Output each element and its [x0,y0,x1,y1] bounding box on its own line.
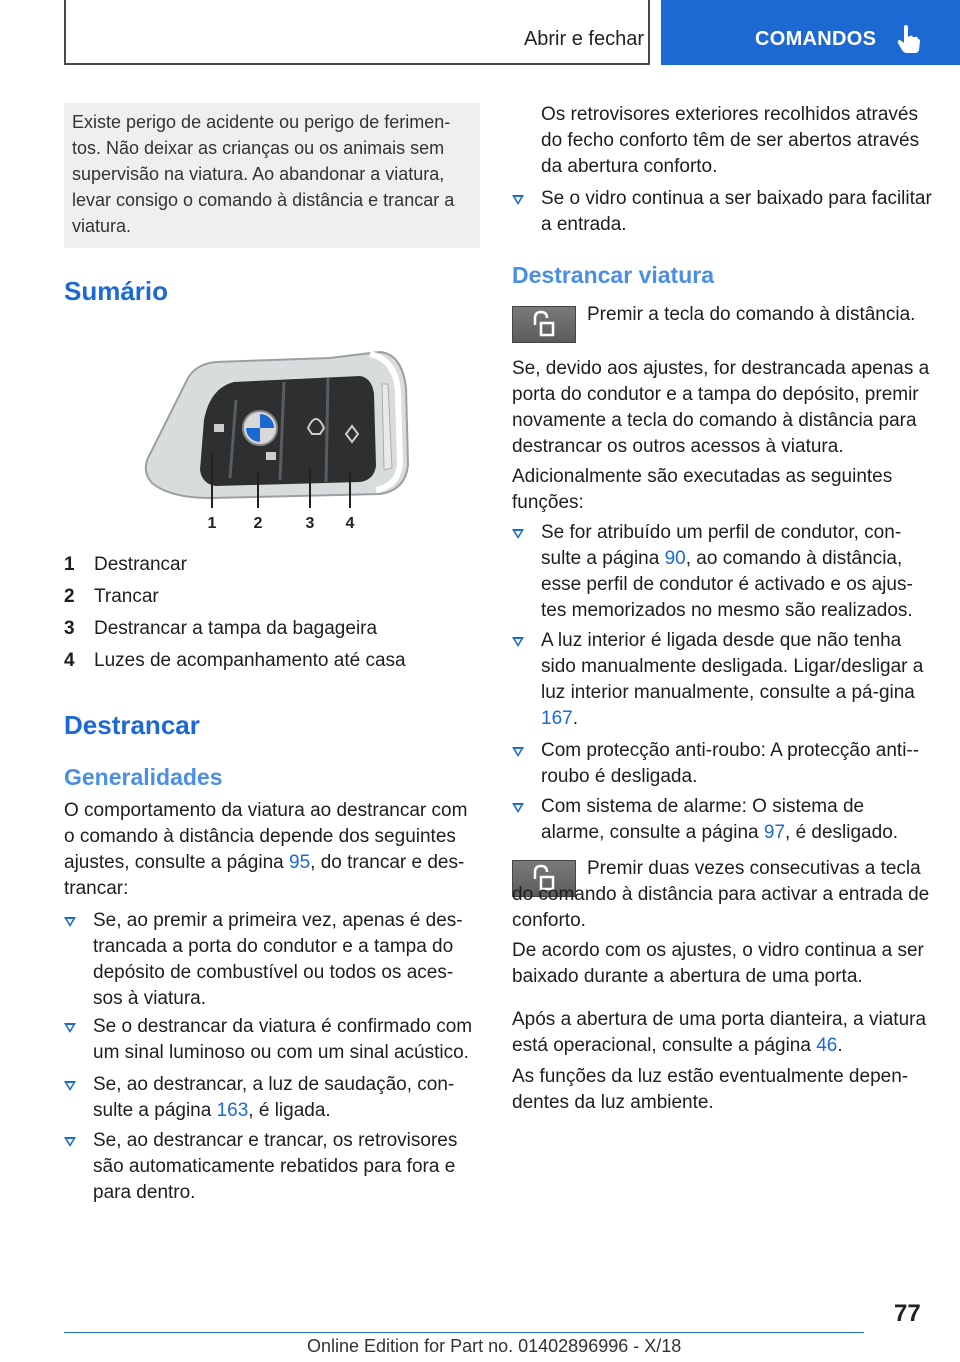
remote-key-illustration [130,348,412,536]
page-link[interactable]: 46 [816,1035,838,1056]
list-item: Com sistema de alarme: O sistema de alarme, consulte a página 97, é desligado. [512,794,932,846]
footer-edition: Online Edition for Part no. 01402896996 - X/18 [307,1336,682,1356]
bullet-triangle-icon [512,195,524,205]
bullet-triangle-icon [512,637,524,647]
paragraph: O comportamento da viatura ao destrancar com o comando à distância depende dos seguintes ajustes, consulte a página 95, do trancar e des-trancar: [64,800,468,899]
list-item: Se o destrancar da viatura é confirmado com um sinal luminoso ou com um sinal acústico. [64,1014,480,1066]
chapter-tab-label: COMANDOS [755,28,877,50]
list-item: Com protecção anti-roubo: A protecção anti--roubo é desligada. [512,738,932,790]
page-link[interactable]: 90 [664,548,686,569]
list-item: Se, ao destrancar, a luz de saudação, con-sulte a página 163, é ligada. [64,1072,480,1124]
paragraph: Premir duas vezes consecutivas a tecla do comando à distância para activar a entrada de conforto. [512,858,930,931]
paragraph: De acordo com os ajustes, o vidro continua a ser baixado durante a abertura de uma porta. [512,940,924,987]
list-item: Se o vidro continua a ser baixado para facilitar a entrada. [512,186,932,238]
hand-pointer-icon [897,24,921,54]
warning-box: Existe perigo de acidente ou perigo de ferimen-tos. Não deixar as crianças ou os animais sem supervisão na viatura. Ao abandonar a viatura, levar consigo o comando à distância e trancar a viatura. [64,103,480,248]
page-link[interactable]: 167 [541,708,573,729]
image-label-2: 2 [253,515,263,532]
page-link[interactable]: 95 [289,852,311,873]
page-link[interactable]: 97 [763,822,786,843]
bullet-triangle-icon [64,1023,76,1033]
heading-sumario: Sumário [64,276,169,306]
section-title: Abrir e fechar [523,28,644,50]
bullet-triangle-icon [64,1081,76,1091]
unlock-key-icon [512,306,576,343]
bullet-triangle-icon [64,917,76,927]
paragraph: Adicionalmente são executadas as seguintes funções: [512,466,893,513]
list-item: A luz interior é ligada desde que não tenha sido manualmente desligada. Ligar/desligar a luz interior manualmente, consulte a pá-gina 167. [512,628,932,732]
page-number: 77 [894,1300,921,1327]
footer-rule [64,1332,864,1333]
paragraph: Premir a tecla do comando à distância. [587,304,916,325]
heading-generalidades: Generalidades [64,764,223,790]
paragraph: Os retrovisores exteriores recolhidos através do fecho conforto têm de ser abertos através da abertura conforto. [541,104,920,177]
image-label-3: 3 [305,515,315,532]
paragraph: As funções da luz estão eventualmente depen-dentes da luz ambiente. [512,1066,909,1113]
heading-destrancar-viatura: Destrancar viatura [512,262,714,288]
paragraph: Após a abertura de uma porta dianteira, a viatura está operacional, consulte a página 46. [512,1009,927,1056]
image-label-1: 1 [207,515,217,532]
list-item: Se for atribuído um perfil de condutor, con-sulte a página 90, ao comando à distância, esse perfil de condutor é activado e os ajus-tes memorizados no mesmo são realizados. [512,520,932,624]
list-item: Se, ao destrancar e trancar, os retrovisores são automaticamente rebatidos para fora e para dentro. [64,1128,480,1206]
list-item: Se, ao premir a primeira vez, apenas é des-trancada a porta do condutor e a tampa do depósito de combustível ou todos os aces-sos à viatura. [64,908,480,1012]
bullet-triangle-icon [512,803,524,813]
chapter-tab[interactable] [661,0,960,65]
paragraph: Se, devido aos ajustes, for destrancada apenas a porta do condutor e a tampa do depósito, premir novamente a tecla do comando à distância para destrancar os outros acessos à viatura. [512,358,930,457]
heading-destrancar: Destrancar [64,710,200,740]
bullet-triangle-icon [512,747,524,757]
bullet-triangle-icon [512,529,524,539]
bullet-triangle-icon [64,1137,76,1147]
page-link[interactable]: 163 [216,1100,249,1121]
image-label-4: 4 [345,515,355,532]
